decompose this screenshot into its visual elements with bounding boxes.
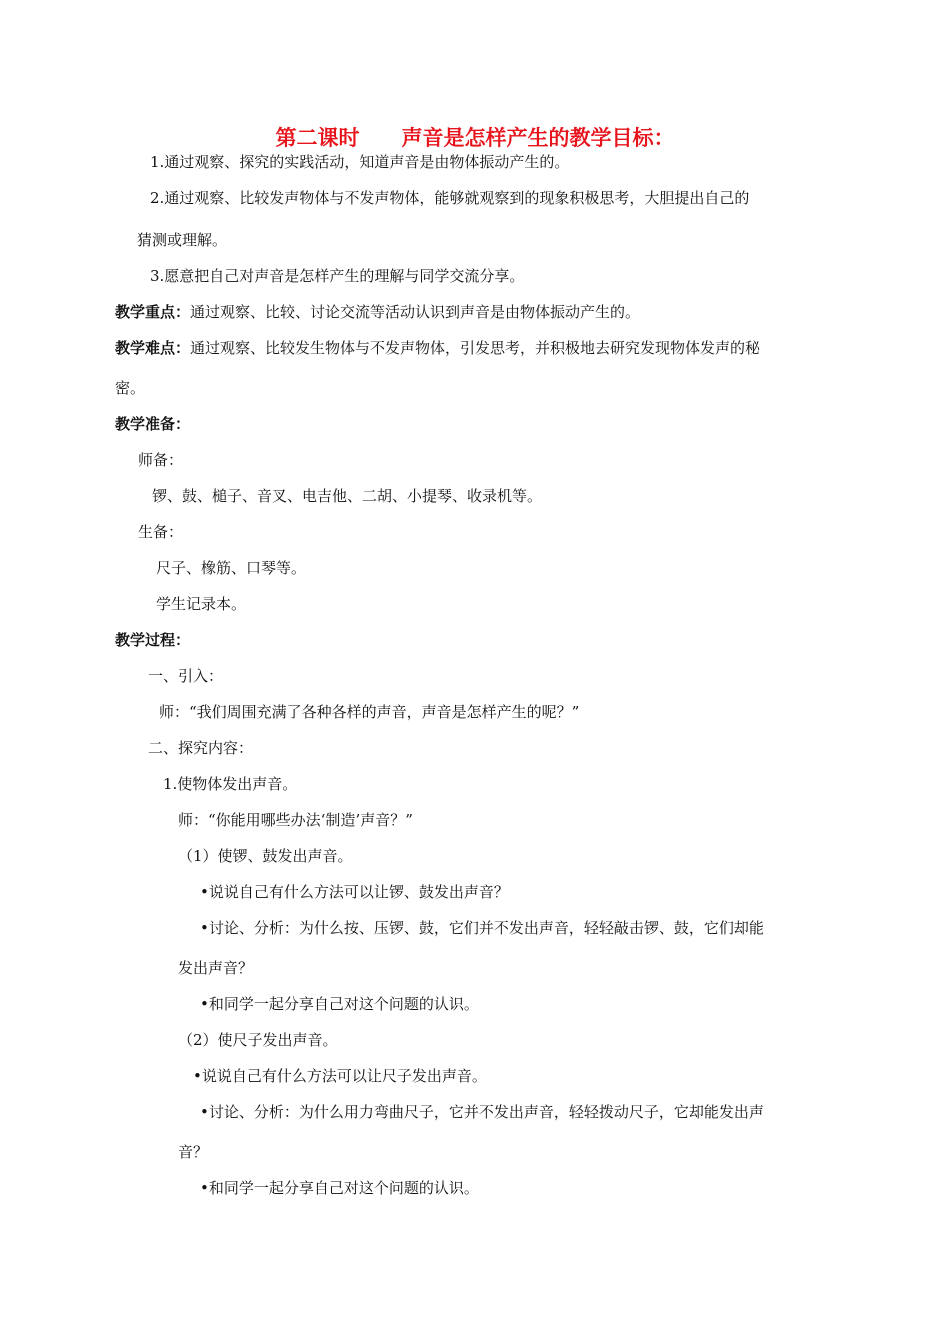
teacher-prep-label: 师备： bbox=[138, 451, 184, 469]
difficulty-label: 教学难点： bbox=[115, 339, 191, 357]
part-2-bullet-1: •说说自己有什么方法可以让尺子发出声音。 bbox=[193, 1067, 487, 1085]
objective-2-cont: 猜测或理解。 bbox=[137, 231, 228, 249]
preparation-heading: 教学准备： bbox=[115, 415, 191, 433]
student-prep-items: 尺子、橡筋、口琴等。 bbox=[156, 559, 307, 577]
step-1: 1.使物体发出声音。 bbox=[163, 775, 298, 793]
lesson-title: 第二课时 声音是怎样产生的教学目标： bbox=[275, 126, 675, 150]
part-2-bullet-3: •和同学一起分享自己对这个问题的认识。 bbox=[200, 1179, 479, 1197]
key-point-text: 通过观察、比较、讨论交流等活动认识到声音是由物体振动产生的。 bbox=[190, 303, 641, 321]
intro-heading: 一、引入： bbox=[148, 667, 224, 685]
student-record: 学生记录本。 bbox=[156, 595, 247, 613]
key-point bbox=[115, 302, 640, 322]
teacher-prep-items: 锣、鼓、槌子、音叉、电吉他、二胡、小提琴、收录机等。 bbox=[152, 487, 543, 505]
step-1-question: 师：“你能用哪些办法‘制造’声音？” bbox=[178, 811, 413, 829]
intro-text: 师：“我们周围充满了各种各样的声音，声音是怎样产生的呢？” bbox=[159, 703, 580, 721]
part-1-heading: （1）使锣、鼓发出声音。 bbox=[178, 847, 353, 865]
part-1-bullet-2: •讨论、分析：为什么按、压锣、鼓，它们并不发出声音，轻轻敲击锣、鼓，它们却能 bbox=[200, 919, 764, 937]
difficulty bbox=[115, 338, 760, 358]
process-heading: 教学过程： bbox=[115, 631, 191, 649]
part-2-bullet-2: •讨论、分析：为什么用力弯曲尺子，它并不发出声音，轻轻拨动尺子，它却能发出声 bbox=[200, 1103, 764, 1121]
student-prep-label: 生备： bbox=[138, 523, 184, 541]
part-2-bullet-2-cont: 音？ bbox=[178, 1143, 209, 1161]
objective-1: 1.通过观察、探究的实践活动，知道声音是由物体振动产生的。 bbox=[150, 153, 570, 171]
difficulty-cont: 密。 bbox=[115, 379, 146, 397]
objective-2: 2.通过观察、比较发声物体与不发声物体，能够就观察到的现象积极思考，大胆提出自己的 bbox=[150, 189, 750, 207]
key-point-label: 教学重点： bbox=[115, 303, 191, 321]
part-1-bullet-2-cont: 发出声音？ bbox=[178, 959, 254, 977]
part-1-bullet-1: •说说自己有什么方法可以让锣、鼓发出声音？ bbox=[200, 883, 509, 901]
objective-3: 3.愿意把自己对声音是怎样产生的理解与同学交流分享。 bbox=[150, 267, 525, 285]
part-1-bullet-3: •和同学一起分享自己对这个问题的认识。 bbox=[200, 995, 479, 1013]
part-2-heading: （2）使尺子发出声音。 bbox=[178, 1031, 338, 1049]
difficulty-text: 通过观察、比较发生物体与不发声物体，引发思考，并积极地去研究发现物体发声的秘 bbox=[190, 339, 761, 357]
explore-heading: 二、探究内容： bbox=[148, 739, 254, 757]
